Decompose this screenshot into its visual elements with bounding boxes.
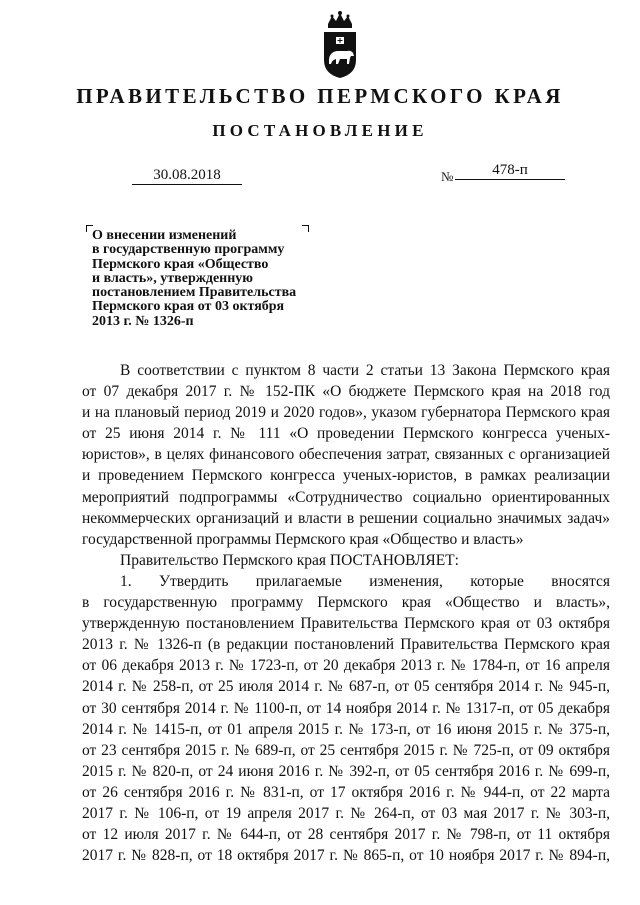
body-line: Правительство Пермского края ПОСТАНОВЛЯЕТ:: [120, 551, 459, 569]
body-line: 2013 г. № 1326-п (в редакции постановлений Правительства Пермского края: [82, 636, 610, 654]
body-line: от 30 сентября 2014 г. № 1100-п, от 14 ноября 2014 г. № 1317-п, от 05 декабря: [82, 699, 610, 717]
government-title: ПРАВИТЕЛЬСТВО ПЕРМСКОГО КРАЯ: [76, 84, 564, 108]
body-line: от 23 сентября 2015 г. № 689-п, от 25 сентября 2015 г. № 725-п, от 09 октября: [82, 741, 610, 759]
coat-of-arms-icon: [316, 10, 364, 80]
body-line: 2014 г. № 1415-п, от 01 апреля 2015 г. № 173-п, от 16 июня 2015 г. № 375-п,: [82, 720, 610, 738]
body-line: от 26 сентября 2016 г. № 831-п, от 17 октября 2016 г. № 944-п, от 22 марта: [82, 783, 610, 801]
body-line: некоммерческих организаций и власти в решении социально значимых задач»: [82, 509, 610, 527]
document-subject: О внесении изменений в государственную программу Пермского края «Общество и власть», утвержденную постановлением Правительства Пермского края от 03 октября 2013 г. № 1326-п: [92, 228, 297, 329]
body-line: и на плановый период 2019 и 2020 годов», указом губернатора Пермского края: [82, 404, 610, 422]
document-number: 478-п: [455, 162, 565, 180]
body-line: от 06 декабря 2013 г. № 1723-п, от 20 декабря 2013 г. № 1784-п, от 16 апреля: [82, 657, 610, 675]
body-line: юристов», в целях финансового обеспечения затрат, связанных с организацией: [82, 446, 610, 464]
body-line: 2017 г. № 106-п, от 19 апреля 2017 г. № 264-п, от 03 мая 2017 г. № 303-п,: [82, 804, 610, 822]
document-body: [82, 360, 610, 866]
body-line: 2014 г. № 258-п, от 25 июля 2014 г. № 687-п, от 05 сентября 2014 г. № 945-п,: [82, 678, 610, 696]
body-line: В соответствии с пунктом 8 части 2 статьи 13 Закона Пермского края: [120, 362, 610, 379]
body-line: в государственную программу Пермского края «Общество и власть»,: [82, 594, 610, 612]
body-line: мероприятий подпрограммы «Сотрудничество социально ориентированных: [82, 488, 610, 506]
body-line: утвержденную постановлением Правительства Пермского края от 03 октября: [82, 615, 610, 633]
body-line: 2015 г. № 820-п, от 24 июня 2016 г. № 392-п, от 05 сентября 2016 г. № 699-п,: [82, 762, 610, 780]
body-line: 1. Утвердить прилагаемые изменения, которые вносятся: [120, 572, 610, 590]
body-line: государственной программы Пермского края «Общество и власть»: [82, 530, 524, 548]
document-type: ПОСТАНОВЛЕНИЕ: [212, 121, 428, 140]
body-line: 2017 г. № 828-п, от 18 октября 2017 г. № 865-п, от 10 ноября 2017 г. № 894-п,: [82, 847, 610, 865]
document-date: 30.08.2018: [132, 167, 242, 185]
number-sign: №: [441, 169, 454, 184]
body-line: от 12 июля 2017 г. № 644-п, от 28 сентября 2017 г. № 798-п, от 11 октября: [82, 826, 610, 844]
body-line: от 07 декабря 2017 г. № 152-ПК «О бюджете Пермского края на 2018 год: [82, 383, 610, 401]
body-line: и проведением Пермского конгресса ученых-юристов, в рамках реализации: [82, 467, 610, 485]
body-line: от 25 июня 2014 г. № 111 «О проведении Пермского конгресса ученых-: [82, 425, 610, 443]
